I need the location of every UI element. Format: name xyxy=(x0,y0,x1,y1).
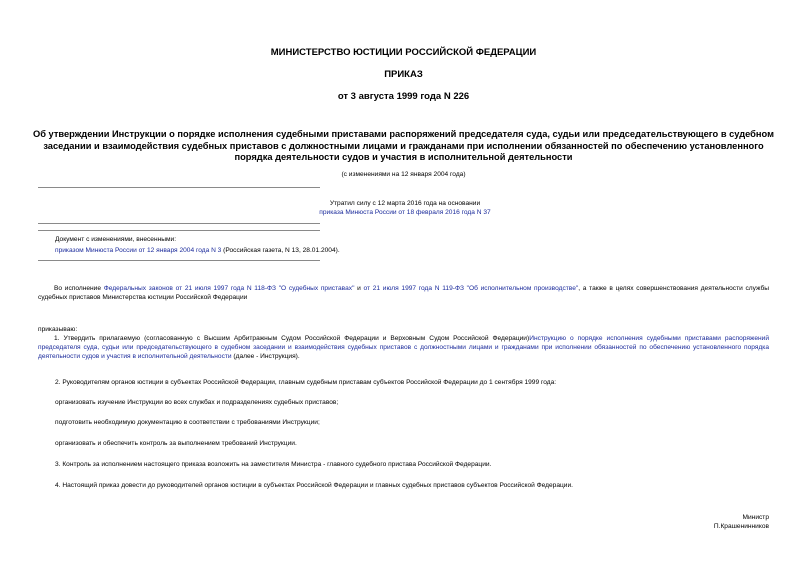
repeal-status-text: Утратил силу с 12 марта 2016 года на основании xyxy=(329,200,481,207)
item-1-paragraph: 1. Утвердить прилагаемую (согласованную с Высшим Арбитражным Судом Российской Федерации и Верховным Судом Российской Федерации)Инструкцию о порядке исполнения судебными приставами распоряжений председателя суда, судьи или председательствующего в судебном заседании и взаимодействия судебных приставов с должностными лицами и гражданами при исполнении обязанностей по обеспечению установленного порядка деятельности судов и участия в исполнительной деятельности (далее - Инструкция). xyxy=(38,335,769,361)
law-119-link[interactable]: от 21 июля 1997 года N 119-ФЗ "Об исполнительном производстве" xyxy=(363,285,579,292)
repeal-status xyxy=(260,199,550,217)
item-4-paragraph: 4. Настоящий приказ довести до руководителей органов юстиции в субъектах Российской Федерации и главных судебных приставов субъектов Российской Федерации. xyxy=(55,482,573,489)
order-word: приказываю: xyxy=(38,326,78,333)
item-2-paragraph: 2. Руководителям органов юстиции в субъектах Российской Федерации, главным судебным приставам субъектов Российской Федерации до 1 сентября 1999 года: xyxy=(55,379,557,386)
amending-order-link[interactable]: приказом Минюста России от 12 января 2004 года N 3 xyxy=(55,247,222,254)
separator-line xyxy=(38,223,320,224)
instruction-link[interactable]: Инструкцию о порядке исполнения судебными приставами распоряжений председателя суда, судьи или председательствующего в судебном заседании и взаимодействия судебных приставов с должностными лицами и гражданами при исполнении обязанностей по обеспечению установленного порядка деятельности судов и участия в исполнительной деятельности xyxy=(38,335,769,361)
doc-type-heading: ПРИКАЗ xyxy=(384,69,423,80)
signature-position: Министр xyxy=(742,514,769,521)
preamble-paragraph: Во исполнение Федеральных законов от 21 июля 1997 года N 118-ФЗ "О судебных приставах" и от 21 июля 1997 года N 119-ФЗ "Об исполнительном производстве", а также в целях совершенствования деятельности службы судебных приставов Министерства юстиции Российской Федерации xyxy=(38,285,769,302)
repeal-order-link[interactable]: приказа Минюста России от 18 февраля 2016 года N 37 xyxy=(319,209,491,216)
changes-label: Документ с изменениями, внесенными: xyxy=(55,236,177,243)
changes-line xyxy=(55,246,340,255)
separator-line xyxy=(38,230,320,231)
separator-line xyxy=(38,260,320,261)
ministry-heading: МИНИСТЕРСТВО ЮСТИЦИИ РОССИЙСКОЙ ФЕДЕРАЦИИ xyxy=(270,47,537,58)
amendments-note: (с изменениями на 12 января 2004 года) xyxy=(341,171,466,178)
document-title: Об утверждении Инструкции о порядке исполнения судебными приставами распоряжений председателя суда, судьи или председательствующего в судебном заседании и взаимодействия судебных приставов с должностными лицами и гражданами при исполнении обязанностей по обеспечению установленного порядка деятельности судов и участия в исполнительной деятельности xyxy=(33,129,774,162)
separator-line xyxy=(38,187,320,188)
item-2b-paragraph: подготовить необходимую документацию в соответствии с требованиями Инструкции; xyxy=(55,419,320,426)
law-118-link[interactable]: Федеральных законов от 21 июля 1997 года N 118-ФЗ "О судебных приставах" xyxy=(103,285,355,292)
date-number-heading: от 3 августа 1999 года N 226 xyxy=(337,91,470,102)
item-2a-paragraph: организовать изучение Инструкции во всех службах и подразделениях судебных приставов; xyxy=(55,399,339,406)
item-2c-paragraph: организовать и обеспечить контроль за выполнением требований Инструкции. xyxy=(55,440,297,447)
signature-name: П.Крашенинников xyxy=(713,523,769,530)
item-3-paragraph: 3. Контроль за исполнением настоящего приказа возложить на заместителя Министра - главного судебного пристава Российской Федерации. xyxy=(55,461,492,468)
changes-source: (Российская газета, N 13, 28.01.2004). xyxy=(221,247,340,254)
